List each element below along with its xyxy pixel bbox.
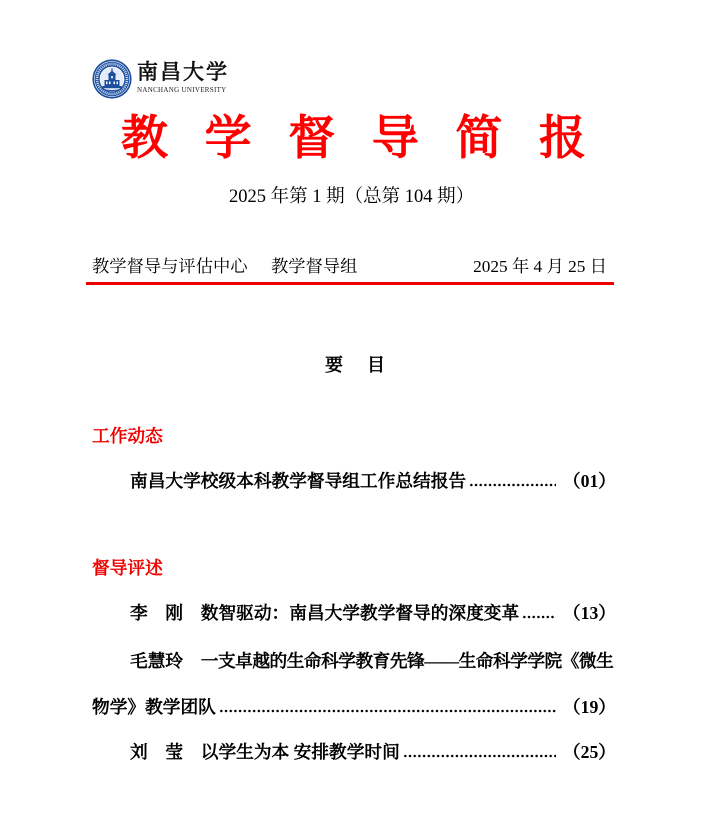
toc-item [92, 649, 616, 673]
header-rule [86, 282, 614, 285]
toc-item-page: （13） [562, 603, 616, 623]
contents-heading: 要目 [325, 355, 409, 375]
publish-date: 2025 年 4 月 25 日 [473, 257, 607, 276]
issue-number: 2025 年第 1 期（总第 104 期） [229, 187, 475, 207]
publisher: 教学督导与评估中心 [92, 257, 248, 276]
toc-item-title-line1: 一支卓越的生命科学教育先锋——生命科学学院《微生 [200, 651, 614, 671]
dot-leader [469, 483, 556, 487]
toc-item-continued [92, 695, 616, 719]
toc-item [92, 740, 616, 764]
toc-item-author: 李 刚 [130, 603, 184, 623]
toc-item-page: （01） [562, 471, 616, 491]
section-heading-commentary: 督导评述 [92, 558, 163, 578]
toc-item-page: （25） [562, 742, 616, 762]
toc-item [92, 469, 616, 493]
university-seal-icon [92, 59, 132, 99]
university-name-en: NANCHANG UNIVERSITY [137, 86, 227, 94]
section-heading-work-news: 工作动态 [92, 426, 163, 446]
toc-item-page: （19） [562, 697, 616, 717]
toc-item-author: 毛慧玲 [130, 651, 184, 671]
toc-item-title-line2: 物学》教学团队 [92, 697, 216, 717]
bulletin-title: 教学督导简报 [121, 113, 623, 165]
dot-leader [219, 709, 556, 713]
toc-item-author: 刘 莹 [130, 742, 184, 762]
dot-leader [403, 754, 556, 758]
toc-item-title: 数智驱动：南昌大学教学督导的深度变革 [200, 603, 520, 623]
toc-item-title: 南昌大学校级本科教学督导组工作总结报告 [130, 471, 467, 491]
dot-leader [522, 615, 556, 619]
toc-item-title: 以学生为本 安排教学时间 [200, 742, 400, 762]
publisher-group: 教学督导组 [271, 257, 358, 276]
toc-item [92, 601, 616, 625]
university-name-cn: 南昌大学 [137, 60, 229, 84]
